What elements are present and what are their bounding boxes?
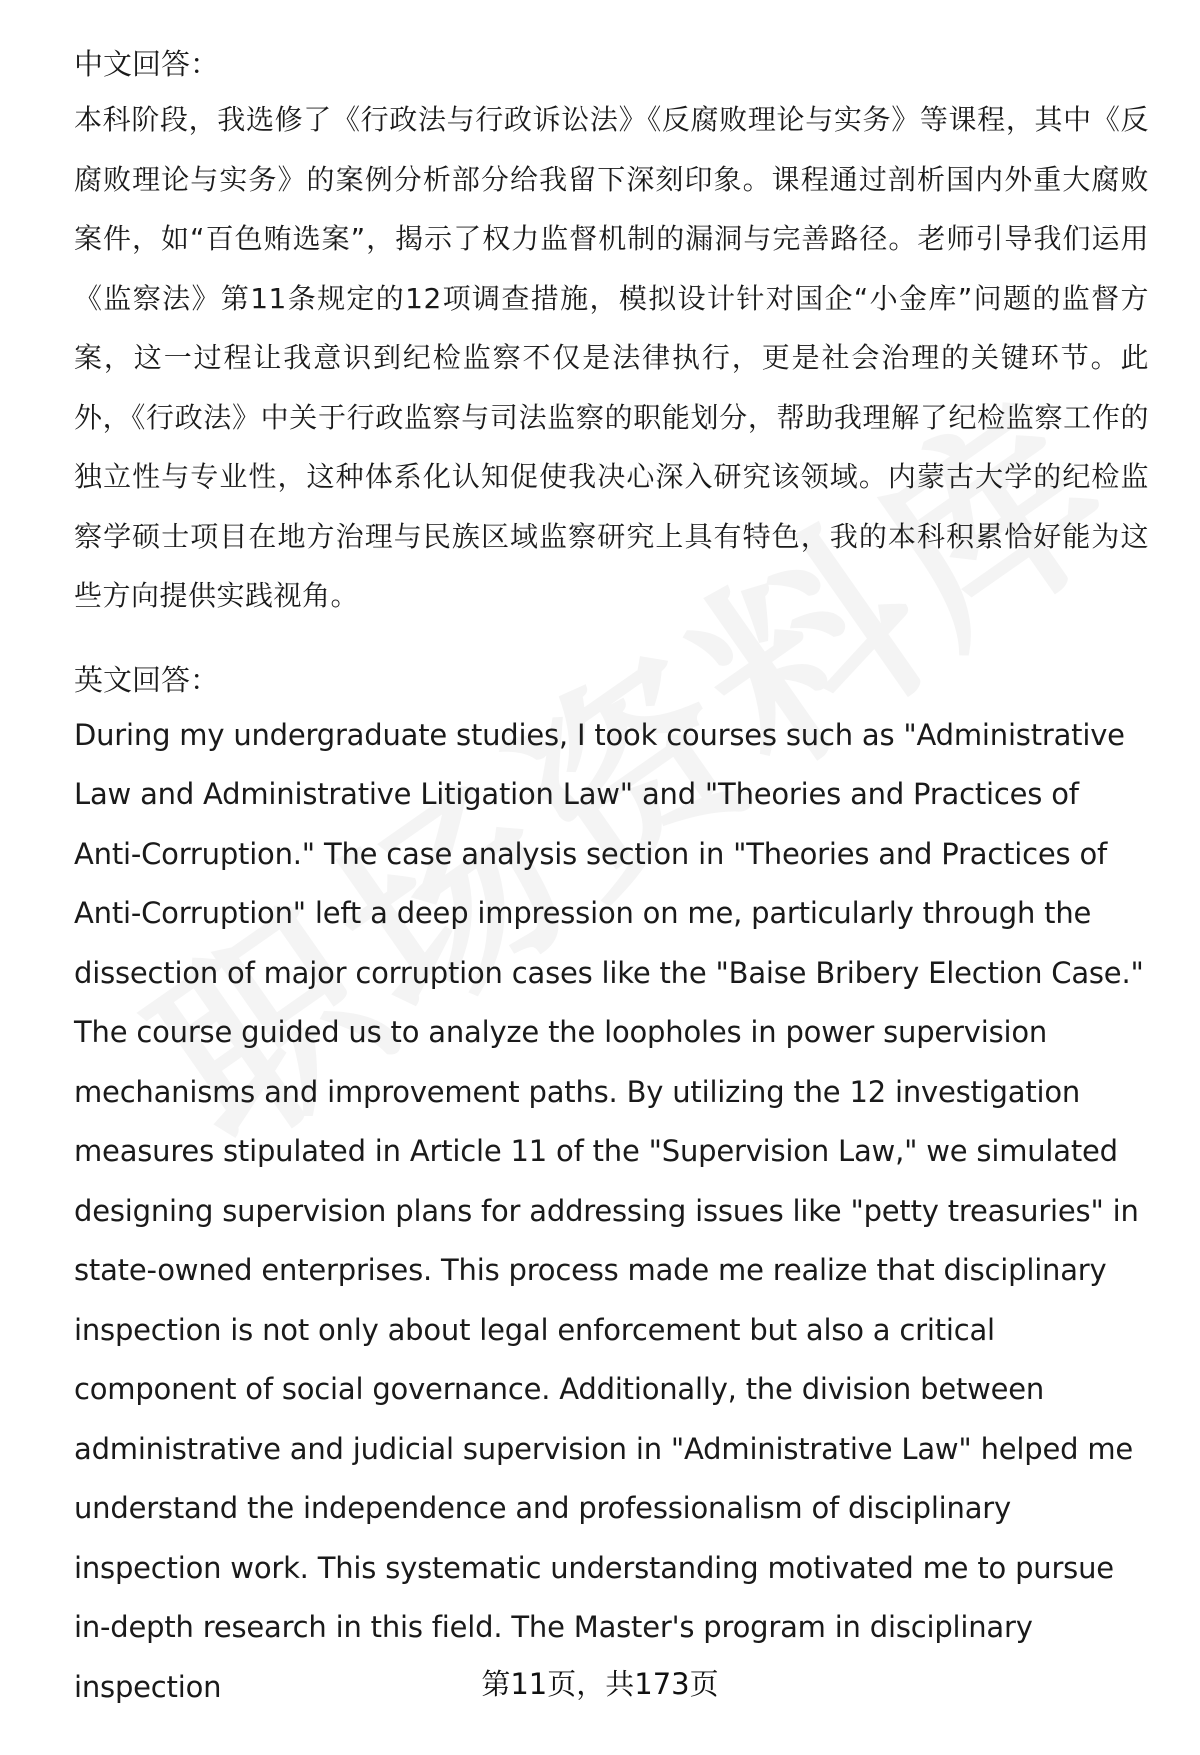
document-page: [74, 38, 1149, 1717]
chinese-answer-heading: 中文回答：: [74, 47, 220, 81]
english-answer-heading: 英文回答：: [74, 662, 220, 697]
chinese-answer-paragraph: 本科阶段，我选修了《行政法与行政诉讼法》《反腐败理论与实务》等课程，其中《反腐败理论与实务》的案例分析部分给我留下深刻印象。课程通过剖析国内外重大腐败案件，如“百色贿选案”，揭示了权力监督机制的漏洞与完善路径。老师引导我们运用《监察法》第11条规定的12项调查措施，模拟设计针对国企“小金库”问题的监督方案，这一过程让我意识到纪检监察不仅是法律执行，更是社会治理的关键环节。此外，《行政法》中关于行政监察与司法监察的职能划分，帮助我理解了纪检监察工作的独立性与专业性，这种体系化认知促使我决心深入研究该领域。内蒙古大学的纪检监察学硕士项目在地方治理与民族区域监察研究上具有特色，我的本科积累恰好能为这些方向提供实践视角。: [74, 103, 1149, 612]
english-answer-paragraph: During my undergraduate studies, I took courses such as "Administrative Law and Administrative Litigation Law" and "Theories and Practices of Anti-Corruption." The case analysis section in "Theories and Practices of Anti-Corruption" left a deep impression on me, particularly through the dissection of major corruption cases like the "Baise Bribery Election Case." The course guided us to analyze the loopholes in power supervision mechanisms and improvement paths. By utilizing the 12 investigation measures stipulated in Article 11 of the "Supervision Law," we simulated designing supervision plans for addressing issues like "petty treasuries" in state-owned enterprises. This process made me realize that disciplinary inspection is not only about legal enforcement but also a critical component of social governance. Additionally, the division between administrative and judicial supervision in "Administrative Law" helped me understand the independence and professionalism of disciplinary inspection work. This systematic understanding motivated me to pursue in-depth research in this field. The Master's program in disciplinary inspection: [74, 717, 1144, 1704]
page-number-footer: 第11页，共173页: [481, 1667, 719, 1701]
section-spacer: [74, 626, 1149, 654]
chinese-answer-section: [74, 38, 1149, 626]
english-answer-section: [74, 654, 1149, 1718]
